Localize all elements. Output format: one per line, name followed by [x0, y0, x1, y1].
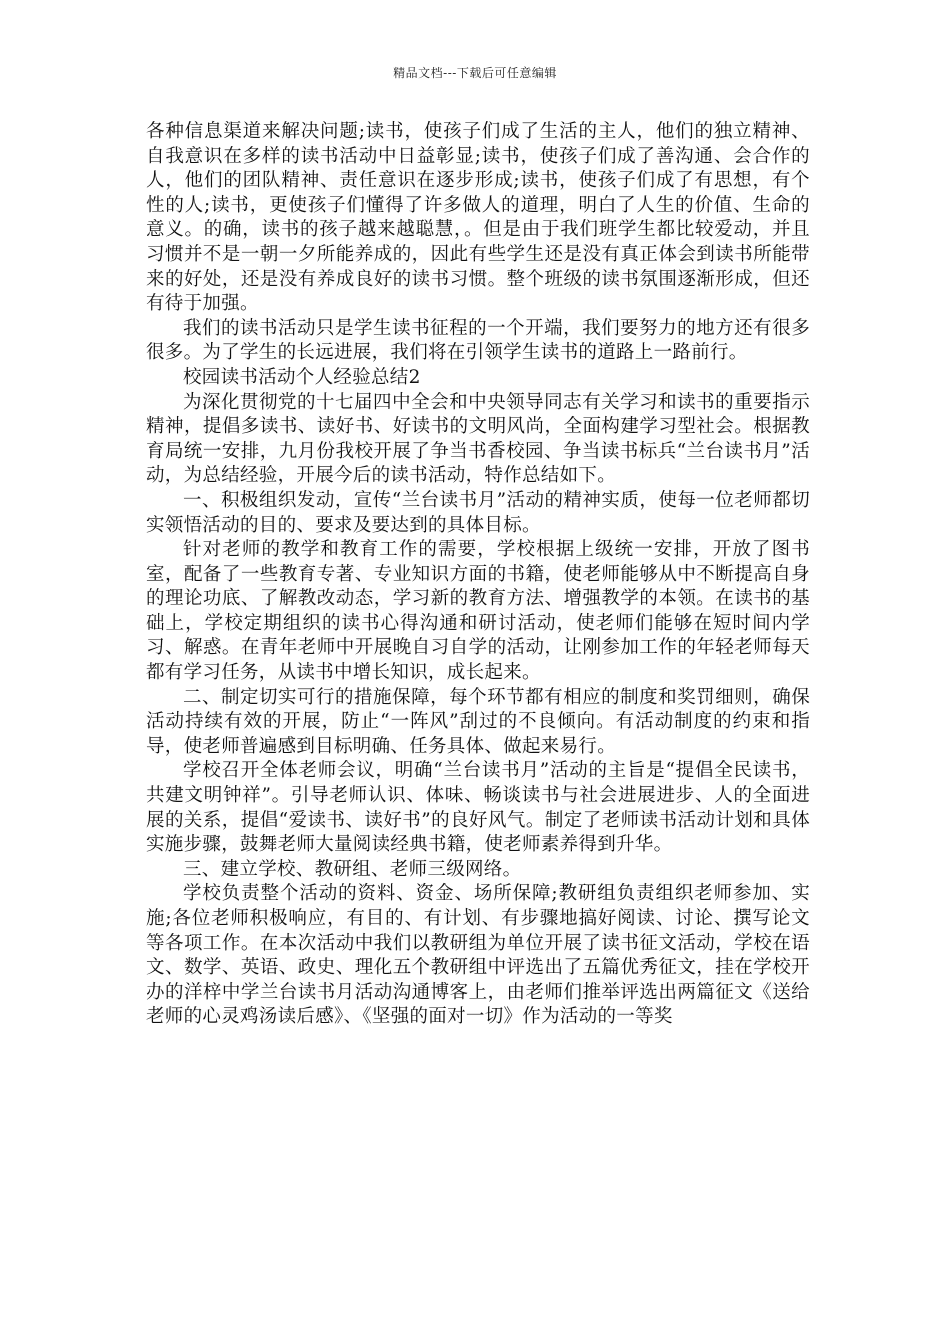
paragraph: 各种信息渠道来解决问题;读书，使孩子们成了生活的主人，他们的独立精神、自我意识在多样的读书活动中日益彰显;读书，使孩子们成了善沟通、会合作的人，他们的团队精神、责任意识在逐步形成;读书，使孩子们成了有思想，有个性的人;读书，更使孩子们懂得了许多做人的道理，明白了人生的价值、生命的意义。的确，读书的孩子越来越聪慧，。但是由于我们班学生都比较爱动，并且习惯并不是一朝一夕所能养成的，因此有些学生还是没有真正体会到读书所能带来的好处，还是没有养成良好的读书习惯。整个班级的读书氛围逐渐形成，但还有待于加强。 [146, 121, 810, 315]
paragraph: 学校负责整个活动的资料、资金、场所保障;教研组负责组织老师参加、实施;各位老师积极响应，有目的、有计划、有步骤地搞好阅读、讨论、撰写论文等各项工作。在本次活动中我们以教研组为单位开展了读书征文活动，学校在语文、数学、英语、政史、理化五个教研组中评选出了五篇优秀征文，挂在学校开办的洋梓中学兰台读书月活动沟通博客上，由老师们推举评选出两篇征文《送给老师的心灵鸡汤读后感》、《坚强的面对一切》作为活动的一等奖 [146, 883, 810, 1028]
document-body [146, 120, 810, 1030]
paragraph: 为深化贯彻党的十七届四中全会和中央领导同志有关学习和读书的重要指示精神，提倡多读书、读好书、好读书的文明风尚，全面构建学习型社会。根据教育局统一安排，九月份我校开展了争当书香校园、争当读书标兵“兰台读书月”活动，为总结经验，开展今后的读书活动，特作总结如下。 [146, 391, 810, 487]
paragraph: 针对老师的教学和教育工作的需要，学校根据上级统一安排，开放了图书室，配备了一些教育专著、专业知识方面的书籍，使老师能够从中不断提高自身的理论功底、了解教改动态，学习新的教育方法、增强教学的本领。在读书的基础上，学校定期组织的读书心得沟通和研讨活动，使老师们能够在短时间内学习、解惑。在青年老师中开展晚自习自学的活动，让刚参加工作的年轻老师每天都有学习任务，从读书中增长知识，成长起来。 [146, 539, 810, 684]
paragraph: 二、制定切实可行的措施保障，每个环节都有相应的制度和奖罚细则，确保活动持续有效的开展，防止“一阵风”刮过的不良倾向。有活动制度的约束和指导，使老师普遍感到目标明确、任务具体、做起来易行。 [146, 686, 810, 757]
paragraph: 一、积极组织发动，宣传“兰台读书月”活动的精神实质，使每一位老师都切实领悟活动的目的、要求及要达到的具体目标。 [146, 489, 810, 536]
paragraph: 我们的读书活动只是学生读书征程的一个开端，我们要努力的地方还有很多很多。为了学生的长远进展，我们将在引领学生读书的道路上一路前行。 [146, 317, 810, 364]
section-heading: 校园读书活动个人经验总结2 [183, 366, 421, 388]
paragraph: 学校召开全体老师会议，明确“兰台读书月”活动的主旨是“提倡全民读书，共建文明钟祥”。引导老师认识、体味、畅谈读书与社会进展进步、人的全面进展的关系，提倡“爱读书、读好书”的良好风气。制定了老师读书活动计划和具体实施步骤，鼓舞老师大量阅读经典书籍，使老师素养得到升华。 [146, 760, 810, 856]
page-header: 精品文档---下载后可任意编辑 [393, 66, 557, 80]
paragraph: 三、建立学校、教研组、老师三级网络。 [183, 858, 522, 880]
